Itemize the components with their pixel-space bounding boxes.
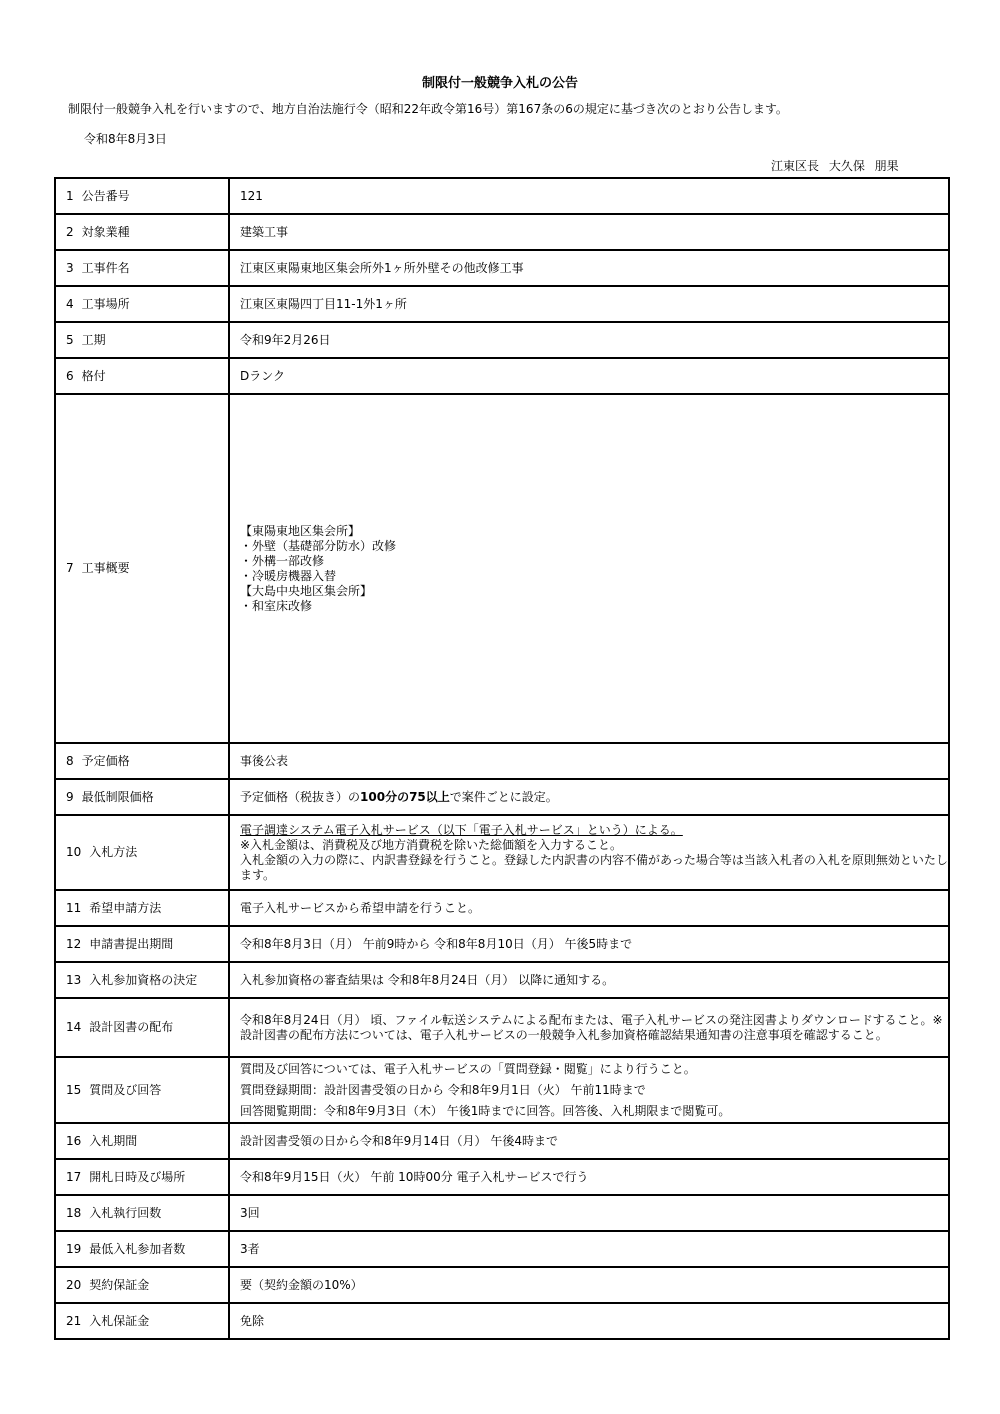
issuer-name: 江東区長 大久保 朋果 (771, 159, 899, 173)
row-value: 質問及び回答については、電子入札サービスの「質問登録・閲覧」により行うこと。 質問登録期間：設計図書受領の日から 令和8年9月1日（火） 午前11時まで 回答閲覧期間：令和8年9月3日（木） 午後1時までに回答。回答後、入札期限まで閲覧可。 (229, 1057, 949, 1123)
row-label: 3 工事件名 (55, 250, 229, 286)
row-value: 入札参加資格の審査結果は 令和8年8月24日（月） 以降に通知する。 (229, 962, 949, 998)
row-label: 16 入札期間 (55, 1123, 229, 1159)
intro-text: 制限付一般競争入札を行いますので、地方自治法施行令（昭和22年政令第16号）第167条の6の規定に基づき次のとおり公告します。 (68, 102, 788, 116)
row-label: 11 希望申請方法 (55, 890, 229, 926)
row-value: 令和8年9月15日（火） 午前 10時00分 電子入札サービスで行う (229, 1159, 949, 1195)
row-value: 江東区東陽四丁目11-1外1ヶ所 (229, 286, 949, 322)
table-row (55, 1303, 949, 1339)
table-row (55, 890, 949, 926)
row-value: 事後公表 (229, 743, 949, 779)
table-row (55, 815, 949, 890)
row-label: 21 入札保証金 (55, 1303, 229, 1339)
row-value: 電子入札サービスから希望申請を行うこと。 (229, 890, 949, 926)
row-value: 江東区東陽東地区集会所外1ヶ所外壁その他改修工事 (229, 250, 949, 286)
row-value: 免除 (229, 1303, 949, 1339)
row-label: 12 申請書提出期間 (55, 926, 229, 962)
row-label: 6 格付 (55, 358, 229, 394)
row-value: 3者 (229, 1231, 949, 1267)
row-value: 令和9年2月26日 (229, 322, 949, 358)
table-row (55, 250, 949, 286)
row-value: 建築工事 (229, 214, 949, 250)
row-label: 15 質問及び回答 (55, 1057, 229, 1123)
row-label: 2 対象業種 (55, 214, 229, 250)
notice-table (54, 177, 950, 1340)
row-label: 1 公告番号 (55, 178, 229, 214)
row-label: 9 最低制限価格 (55, 779, 229, 815)
row-label: 19 最低入札参加者数 (55, 1231, 229, 1267)
row-value: 令和8年8月3日（月） 午前9時から 令和8年8月10日（月） 午後5時まで (229, 926, 949, 962)
table-row (55, 286, 949, 322)
row-label: 17 開札日時及び場所 (55, 1159, 229, 1195)
table-row (55, 214, 949, 250)
row-value: 121 (229, 178, 949, 214)
row-label: 14 設計図書の配布 (55, 998, 229, 1057)
table-row (55, 1057, 949, 1123)
row-label: 4 工事場所 (55, 286, 229, 322)
table-row (55, 322, 949, 358)
table-row (55, 1123, 949, 1159)
table-row (55, 1267, 949, 1303)
row-label: 13 入札参加資格の決定 (55, 962, 229, 998)
table-row (55, 178, 949, 214)
row-value: 令和8年8月24日（月） 頃、ファイル転送システムによる配布または、電子入札サービスの発注図書よりダウンロードすること。※設計図書の配布方法については、電子入札サービスの一般競争入札参加資格確認結果通知書の注意事項を確認すること。 (229, 998, 949, 1057)
table-row (55, 962, 949, 998)
row-label: 8 予定価格 (55, 743, 229, 779)
row-value: 3回 (229, 1195, 949, 1231)
row-label: 10 入札方法 (55, 815, 229, 890)
table-row (55, 779, 949, 815)
table-row (55, 1159, 949, 1195)
row-label: 18 入札執行回数 (55, 1195, 229, 1231)
table-row (55, 1195, 949, 1231)
row-value: Dランク (229, 358, 949, 394)
table-row (55, 926, 949, 962)
row-value: 設計図書受領の日から令和8年9月14日（月） 午後4時まで (229, 1123, 949, 1159)
table-row (55, 394, 949, 743)
table-row (55, 1231, 949, 1267)
row-label: 20 契約保証金 (55, 1267, 229, 1303)
row-value: 電子調達システム電子入札サービス（以下「電子入札サービス」という）による。 ※入札金額は、消費税及び地方消費税を除いた総価額を入力すること。 入札金額の入力の際に、内訳書登録を行うこと。登録した内訳書の内容不備があった場合等は当該入札者の入札を原則無効といたします。 (229, 815, 949, 890)
row-label: 7 工事概要 (55, 394, 229, 743)
table-row (55, 998, 949, 1057)
row-value: 要（契約金額の10%） (229, 1267, 949, 1303)
row-label: 5 工期 (55, 322, 229, 358)
row-value: 【東陽東地区集会所】 ・外壁（基礎部分防水）改修 ・外構一部改修 ・冷暖房機器入替 【大島中央地区集会所】 ・和室床改修 (229, 394, 949, 743)
row-value: 予定価格（税抜き）の100分の75以上で案件ごとに設定。 (229, 779, 949, 815)
table-row (55, 358, 949, 394)
notice-date: 令和8年8月3日 (84, 132, 167, 146)
table-row (55, 743, 949, 779)
page-title: 制限付一般競争入札の公告 (421, 76, 578, 91)
